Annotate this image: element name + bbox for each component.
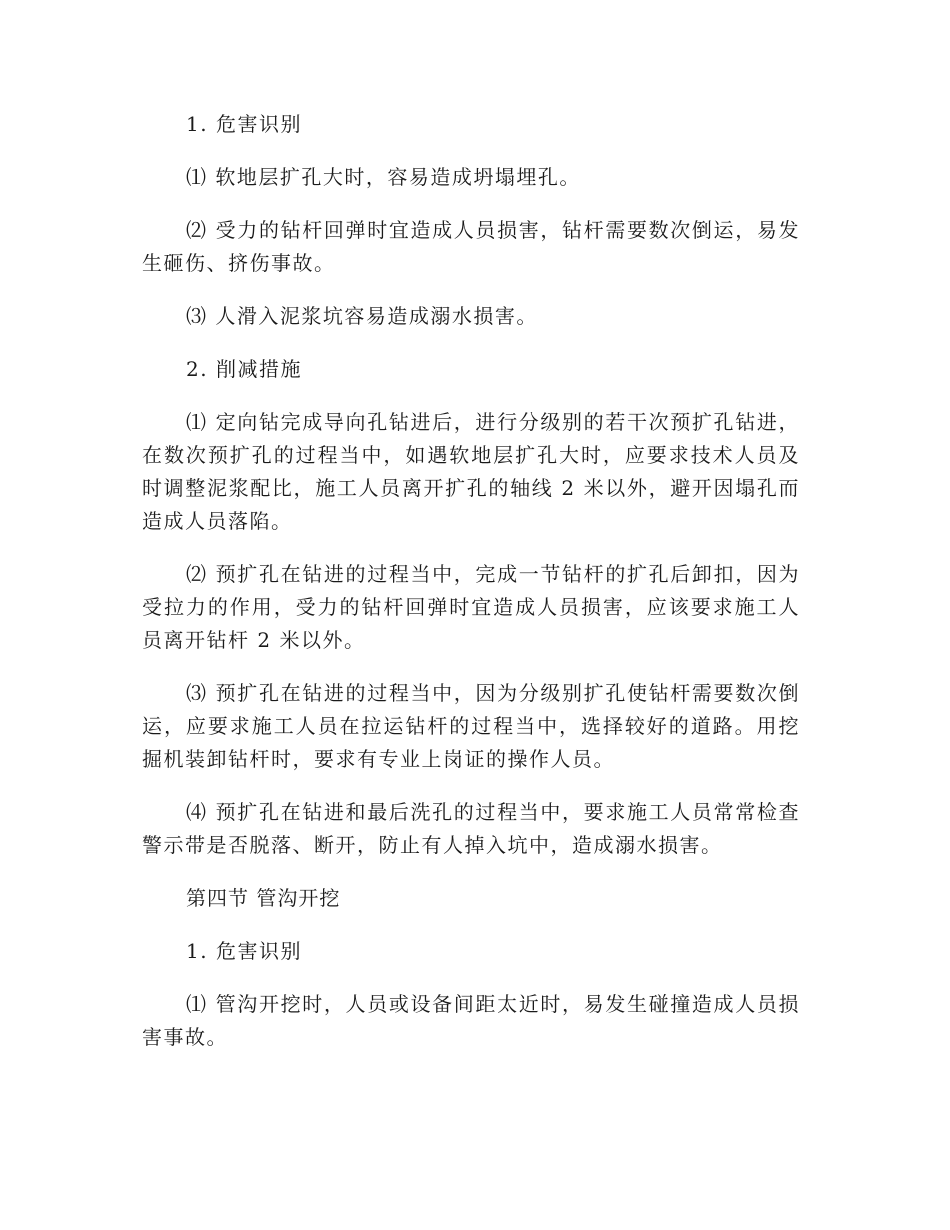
measure-item-4: ⑷ 预扩孔在钻进和最后洗孔的过程当中，要求施工人员常常检查警示带是否脱落、断开，防止有人掉入坑中，造成溺水损害。 (142, 800, 800, 857)
subheading-hazard-identification: 1. 危害识别 (186, 112, 302, 136)
measure-item-1: ⑴ 定向钻完成导向孔钻进后，进行分级别的若干次预扩孔钻进，在数次预扩孔的过程当中，如遇软地层扩孔大时，应要求技术人员及时调整泥浆配比，施工人员离开扩孔的轴线 2 米以外，避开因塌孔而造成人员落陷。 (142, 410, 800, 533)
trench-hazard-item-1: ⑴ 管沟开挖时，人员或设备间距太近时，易发生碰撞造成人员损害事故。 (142, 992, 800, 1049)
hazard-item-2: ⑵ 受力的钻杆回弹时宜造成人员损害，钻杆需要数次倒运，易发生砸伤、挤伤事故。 (142, 218, 800, 275)
measure-item-2: ⑵ 预扩孔在钻进的过程当中，完成一节钻杆的扩孔后卸扣，因为受拉力的作用，受力的钻杆回弹时宜造成人员损害，应该要求施工人员离开钻杆 2 米以外。 (142, 562, 800, 652)
subheading-mitigation-measures: 2. 削减措施 (186, 357, 302, 381)
hazard-item-3: ⑶ 人滑入泥浆坑容易造成溺水损害。 (186, 304, 538, 328)
subheading-hazard-identification-2: 1. 危害识别 (186, 939, 302, 963)
measure-item-3: ⑶ 预扩孔在钻进的过程当中，因为分级别扩孔使钻杆需要数次倒运，应要求施工人员在拉运钻杆的过程当中，选择较好的道路。用挖掘机装卸钻杆时，要求有专业上岗证的操作人员。 (142, 681, 800, 771)
section-heading-trench-excavation: 第四节 管沟开挖 (186, 886, 341, 910)
hazard-item-1: ⑴ 软地层扩孔大时，容易造成坍塌埋孔。 (186, 165, 581, 189)
